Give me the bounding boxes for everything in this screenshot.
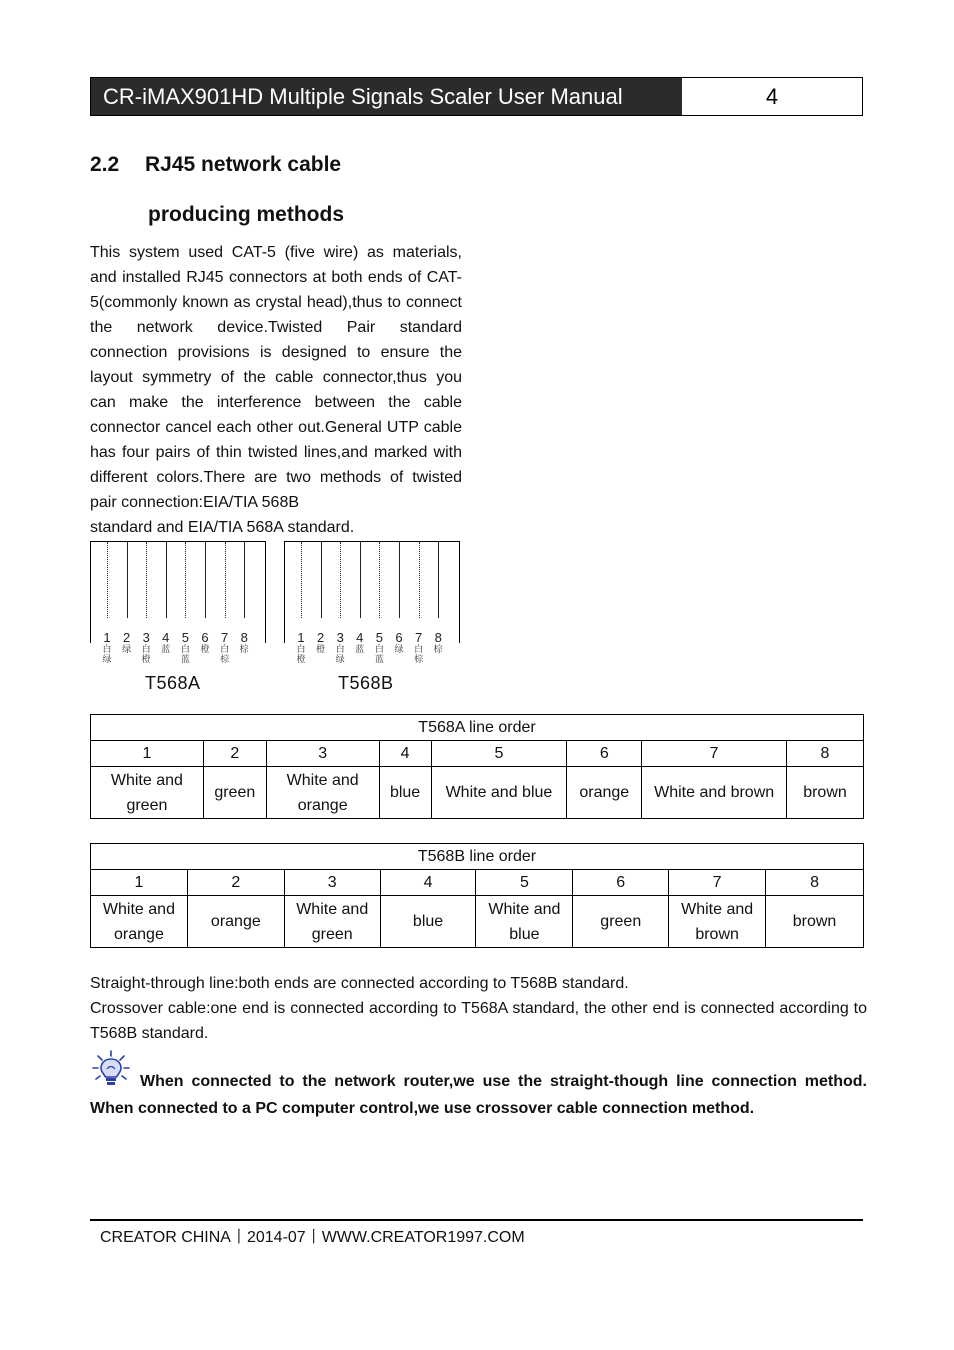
table-cell: 7 bbox=[669, 870, 766, 896]
table-cell: 7 bbox=[642, 741, 787, 767]
table-cell: 6 bbox=[567, 741, 642, 767]
t568b-diagram-label: T568B bbox=[338, 673, 394, 693]
t568b-pin-number: 7 bbox=[414, 630, 423, 645]
manual-title: CR-iMAX901HD Multiple Signals Scaler User Manual bbox=[91, 78, 682, 115]
table-cell: orange bbox=[567, 767, 642, 819]
t568b-wire-2 bbox=[321, 542, 322, 618]
t568b-connector-diagram bbox=[284, 541, 460, 664]
t568a-pin-number: 7 bbox=[220, 630, 229, 645]
t568b-wire-1 bbox=[301, 542, 302, 618]
t568a-wire-8 bbox=[244, 542, 245, 618]
t568a-pin-number: 1 bbox=[103, 630, 111, 645]
t568b-pin-color: 蓝 bbox=[355, 644, 365, 654]
t568b-pin-number: 1 bbox=[297, 630, 305, 645]
t568a-pin-color: 蓝 bbox=[161, 644, 171, 654]
t568b-wire-4 bbox=[360, 542, 361, 618]
cable-notes bbox=[90, 971, 867, 1046]
t568a-connector-diagram bbox=[90, 541, 266, 664]
table-cell: White and brown bbox=[642, 767, 787, 819]
table-cell: White and blue bbox=[476, 896, 573, 948]
table-cell: 5 bbox=[476, 870, 573, 896]
table-cell: brown bbox=[766, 896, 864, 948]
t568a-pin-color: 白 蓝 bbox=[180, 644, 190, 664]
t568b-pin-color: 白 蓝 bbox=[374, 644, 384, 664]
t568a-diagram-label: T568A bbox=[145, 673, 201, 693]
t568a-pin-number: 5 bbox=[181, 630, 189, 645]
straight-through-note: Straight-through line:both ends are connected according to T568B standard. bbox=[90, 975, 629, 992]
table-cell: blue bbox=[379, 767, 431, 819]
tip-line2: When connected to a PC computer control,we use crossover cable connection method. bbox=[90, 1100, 755, 1117]
section-title-line2: producing methods bbox=[148, 203, 344, 226]
table-cell: 5 bbox=[431, 741, 567, 767]
t568a-line-order-table bbox=[90, 714, 864, 819]
crossover-note: Crossover cable:one end is connected according to T568A standard, the other end is connected according to T568B standard. bbox=[90, 1000, 867, 1042]
table-cell: White and green bbox=[284, 896, 380, 948]
t568a-wire-4 bbox=[166, 542, 167, 618]
table-cell: White and orange bbox=[266, 767, 379, 819]
t568b-pin-color: 白 橙 bbox=[296, 644, 306, 664]
table-cell: brown bbox=[787, 767, 864, 819]
table-cell: green bbox=[573, 896, 669, 948]
t568b-line-order-table bbox=[90, 843, 864, 948]
table-cell: 4 bbox=[380, 870, 476, 896]
page-number: 4 bbox=[765, 84, 779, 109]
table-row-colors bbox=[91, 767, 864, 819]
table-title: T568B line order bbox=[91, 844, 864, 870]
t568b-pin-number: 6 bbox=[395, 630, 403, 645]
section-heading bbox=[90, 152, 341, 178]
table-cell: 6 bbox=[573, 870, 669, 896]
t568b-wire-5 bbox=[379, 542, 380, 618]
t568a-pin-color: 白 棕 bbox=[220, 644, 230, 664]
t568b-pin-color: 白 绿 bbox=[335, 644, 345, 664]
tip-text bbox=[90, 1068, 867, 1122]
footer-text: CREATOR CHINA丨2014-07丨WWW.CREATOR1997.COM bbox=[100, 1229, 525, 1246]
t568b-wire-6 bbox=[399, 542, 400, 618]
table-row-numbers bbox=[91, 870, 864, 896]
t568a-wire-3 bbox=[146, 542, 147, 618]
t568b-pin-color: 棕 bbox=[433, 644, 443, 654]
table-cell: green bbox=[203, 767, 266, 819]
t568a-pin-color: 白 橙 bbox=[141, 644, 151, 664]
table-row-numbers bbox=[91, 741, 864, 767]
t568a-wire-6 bbox=[205, 542, 206, 618]
table-row-colors bbox=[91, 896, 864, 948]
t568a-pin-color: 棕 bbox=[239, 644, 249, 654]
table-cell: 2 bbox=[187, 870, 284, 896]
table-cell: White and brown bbox=[669, 896, 766, 948]
table-cell: 1 bbox=[91, 870, 188, 896]
t568b-pin-color: 绿 bbox=[394, 644, 404, 654]
table-cell: blue bbox=[380, 896, 476, 948]
t568b-wire-8 bbox=[438, 542, 439, 618]
section-title-line1: RJ45 network cable bbox=[145, 153, 342, 176]
table-cell: 3 bbox=[266, 741, 379, 767]
table-cell: 3 bbox=[284, 870, 380, 896]
t568a-wire-2 bbox=[127, 542, 128, 618]
t568a-pin-number: 2 bbox=[122, 630, 131, 645]
table-cell: orange bbox=[187, 896, 284, 948]
table-cell: White and blue bbox=[431, 767, 567, 819]
table-cell: 8 bbox=[787, 741, 864, 767]
t568b-pin-color: 白 棕 bbox=[414, 644, 424, 664]
table-cell: 1 bbox=[91, 741, 204, 767]
t568a-pin-number: 3 bbox=[142, 630, 150, 645]
table-cell: 8 bbox=[766, 870, 864, 896]
footer-rule bbox=[90, 1219, 863, 1221]
table-cell: White and orange bbox=[91, 896, 188, 948]
t568b-pin-number: 5 bbox=[375, 630, 383, 645]
intro-text: This system used CAT-5 (five wire) as materials, and installed RJ45 connectors at both ends of CAT-5(commonly known as crystal head),thus to connect the network device.Twisted Pair standard connection provisions is designed to ensure the layout symmetry of the cable connector,thus you can make the interference between the cable connector cancel each other out.General UTP cable has four pairs of thin twisted lines,and marked with different colors.There are two methods of twisted pair connection:EIA/TIA 568B bbox=[90, 244, 462, 511]
t568b-wire-7 bbox=[419, 542, 420, 618]
tip-line1: When connected to the network router,we use the straight-though line connection method. bbox=[140, 1073, 867, 1090]
t568a-pin-number: 4 bbox=[162, 630, 170, 645]
page-header bbox=[90, 77, 863, 116]
t568b-pin-number: 3 bbox=[336, 630, 344, 645]
section-number: 2.2 bbox=[90, 153, 120, 176]
t568a-wire-1 bbox=[107, 542, 108, 618]
t568a-pin-color: 白 绿 bbox=[102, 644, 112, 664]
t568b-pin-color: 橙 bbox=[316, 644, 326, 654]
t568a-pin-color: 绿 bbox=[122, 644, 132, 654]
t568a-wire-5 bbox=[185, 542, 186, 618]
table-cell: 2 bbox=[203, 741, 266, 767]
t568a-pin-number: 8 bbox=[240, 630, 248, 645]
t568a-wire-7 bbox=[225, 542, 226, 618]
table-title: T568A line order bbox=[91, 715, 864, 741]
t568b-pin-number: 8 bbox=[434, 630, 442, 645]
t568b-pin-number: 4 bbox=[356, 630, 364, 645]
t568b-pin-number: 2 bbox=[316, 630, 325, 645]
intro-last-line: standard and EIA/TIA 568A standard. bbox=[90, 519, 355, 536]
intro-paragraph bbox=[90, 240, 462, 540]
table-cell: White and green bbox=[91, 767, 204, 819]
t568b-wire-3 bbox=[340, 542, 341, 618]
t568a-pin-color: 橙 bbox=[200, 644, 210, 654]
table-cell: 4 bbox=[379, 741, 431, 767]
t568a-pin-number: 6 bbox=[201, 630, 209, 645]
